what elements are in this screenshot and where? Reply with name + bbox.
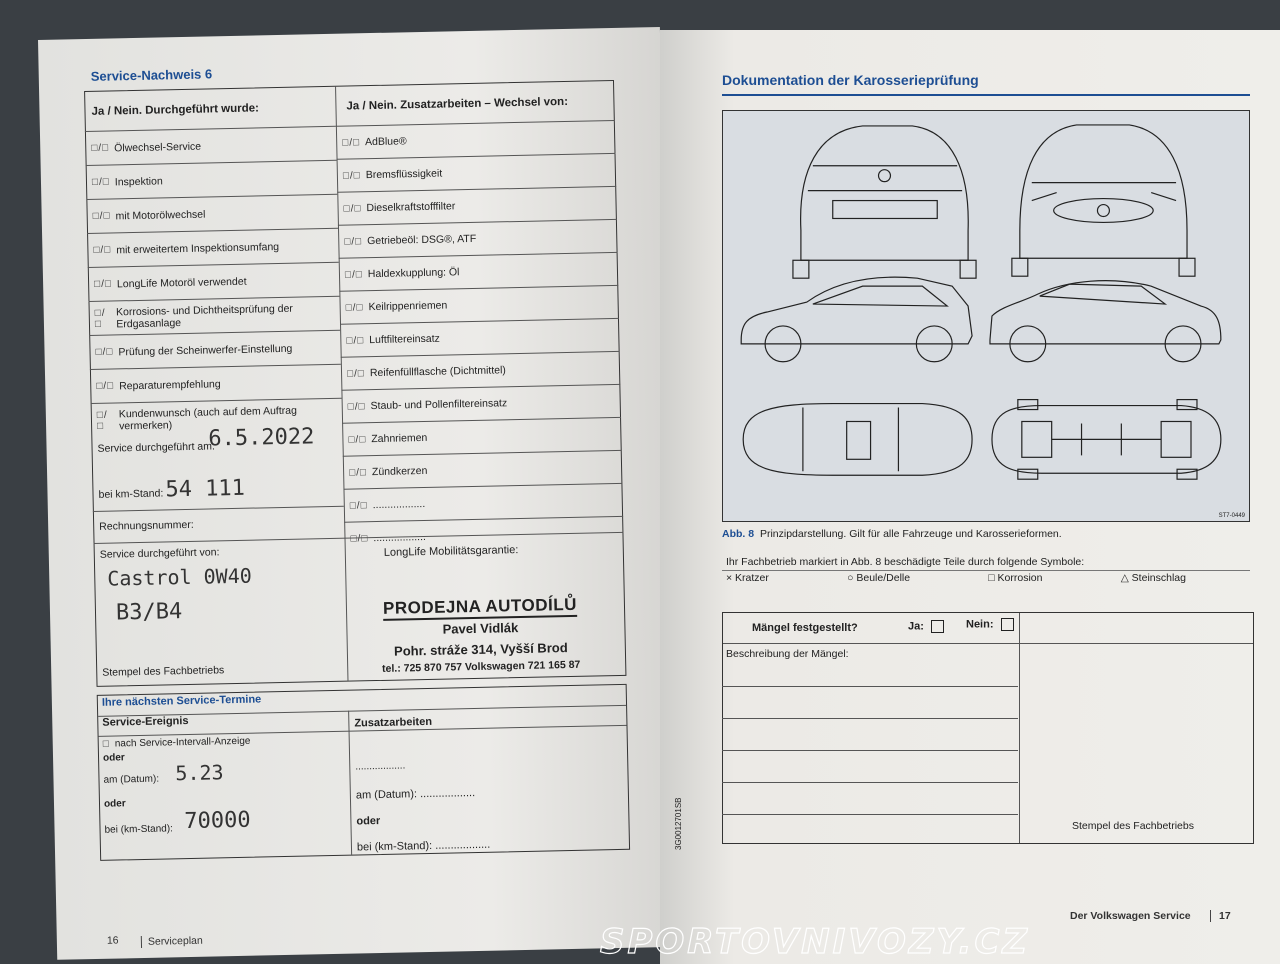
figure-caption: Abb. 8 Prinzipdarstellung. Gilt für alle Fahrzeuge und Karosserieformen. (722, 528, 1062, 540)
side-code: 3G0012701SB (674, 797, 683, 850)
col2-item-label: AdBlue® (364, 135, 407, 149)
defects-label: Mängel festgestellt? (752, 622, 858, 634)
col2-item-label: Staub- und Pollenfiltereinsatz (370, 397, 508, 413)
mark-intro: Ihr Fachbetrieb markiert in Abb. 8 beschädigte Teile durch folgende Symbole: (726, 556, 1085, 568)
service-date-value: 6.5.2022 (208, 424, 315, 452)
description-label: Beschreibung der Mängel: (726, 648, 849, 660)
checkbox-icon[interactable]: □/□ (350, 532, 369, 545)
col2-item-label: Getriebeöl: DSG®, ATF (367, 232, 477, 248)
stamp-line3: Pohr. stráže 314, Vyšší Brod (393, 640, 568, 659)
extra-bei-km: bei (km-Stand): .................. (356, 838, 491, 854)
symbol-legend-item: □ Korrosion (988, 572, 1043, 584)
service-by-label: Service durchgeführt von: (99, 546, 220, 561)
checkbox-icon[interactable]: □/□ (91, 142, 110, 154)
col1-item-row[interactable] (87, 228, 339, 267)
oder-3: oder (356, 815, 381, 828)
checkbox-icon[interactable]: □/□ (342, 136, 361, 149)
checkbox-icon[interactable]: □/□ (96, 409, 108, 432)
checkbox-icon[interactable]: □/□ (342, 169, 361, 182)
car-outlines (723, 111, 1249, 521)
col2-item-label: .................. (372, 497, 426, 512)
checkbox-icon[interactable]: □/□ (91, 176, 110, 188)
bei-km-hand: 70000 (184, 807, 251, 835)
invoice-label: Rechnungsnummer: (99, 518, 194, 533)
extra-dots-1: .................. (355, 760, 406, 773)
checkbox-icon[interactable]: □/□ (94, 307, 106, 330)
col2-item-label: Keilrippenriemen (368, 299, 448, 314)
body-check-title: Dokumentation der Karosserieprüfung (722, 72, 979, 88)
car-diagram (722, 110, 1250, 522)
checkbox-icon[interactable]: □/□ (96, 380, 115, 392)
checkbox-icon[interactable]: □/□ (94, 278, 113, 290)
service-by-hand2: B3/B4 (115, 599, 183, 626)
am-datum-hand: 5.23 (175, 760, 224, 786)
checkbox-icon[interactable]: □/□ (349, 466, 368, 479)
next-event-header: Service-Ereignis (102, 714, 189, 729)
checkbox-icon[interactable]: □/□ (343, 202, 362, 215)
col1-header: Ja / Nein. Durchgeführt wurde: (91, 102, 260, 118)
col1-item-label: Kundenwunsch (auch auf dem Auftrag vermerken) (118, 404, 297, 432)
col2-item-label: Zahnriemen (371, 431, 428, 446)
checkbox-icon[interactable]: □/□ (348, 433, 367, 446)
col2-item-label: Dieselkraftstofffilter (366, 200, 456, 215)
col1-item-label: Inspektion (114, 174, 163, 188)
col1-item-row[interactable] (86, 160, 338, 199)
col2-item-label: Bremsflüssigkeit (365, 167, 443, 182)
right-footer-label: Der Volkswagen Service (1070, 910, 1191, 922)
service-record-title: Service-Nachweis 6 (90, 66, 213, 84)
figure-code: ST7-0449 (1218, 513, 1245, 519)
checkbox-icon[interactable]: □/□ (346, 367, 366, 380)
next-item1: □ nach Service-Intervall-Anzeige (102, 735, 251, 750)
km-label: bei km-Stand: (98, 487, 164, 501)
col2-header: Ja / Nein. Zusatzarbeiten – Wechsel von: (346, 95, 569, 113)
left-footer-label: Serviceplan (141, 935, 203, 948)
nein-checkbox[interactable]: Nein: (966, 618, 1014, 631)
left-page-number: 16 (106, 934, 119, 947)
site-watermark: SPORTOVNIVOZY.CZ (600, 922, 1031, 962)
col1-item-label: Korrosions- und Dichtheitsprüfung der Erdgasanlage (115, 302, 293, 330)
left-page (38, 27, 679, 960)
dealer-stamp (350, 594, 612, 675)
checkbox-icon[interactable]: □/□ (349, 499, 368, 512)
symbol-legend-item: ○ Beule/Delle (847, 572, 911, 584)
am-datum-label: am (Datum): (103, 773, 160, 786)
right-page (660, 30, 1280, 964)
defects-table (722, 612, 1254, 844)
col1-item-label: LongLife Motoröl verwendet (116, 275, 247, 290)
col1-item-row[interactable] (90, 364, 342, 403)
symbol-legend-item: △ Steinschlag (1120, 572, 1186, 584)
col1-item-label: mit erweitertem Inspektionsumfang (116, 240, 280, 256)
col1-item-label: Reparaturempfehlung (118, 377, 221, 392)
ja-checkbox[interactable]: Ja: (908, 620, 944, 633)
col2-item-label: .................. (373, 530, 426, 545)
col2-item-label: Zündkerzen (371, 464, 428, 479)
symbol-legend (726, 572, 1246, 584)
checkbox-icon[interactable]: □/□ (346, 334, 365, 347)
stamp-label-right: Stempel des Fachbetriebs (1072, 820, 1194, 832)
extra-am-datum: am (Datum): .................. (355, 787, 476, 802)
checkbox-icon[interactable]: □/□ (93, 244, 112, 256)
stamp-line4: tel.: 725 870 757 Volkswagen 721 165 87 (381, 658, 581, 675)
km-value: 54 111 (165, 475, 246, 503)
col1-item-row[interactable] (88, 296, 340, 335)
stamp-line1: PRODEJNA AUTODÍLŮ (383, 595, 577, 621)
checkbox-icon[interactable]: □/□ (344, 268, 363, 281)
next-service-title: Ihre nächsten Service-Termine (101, 693, 262, 709)
col1-item-label: Ölwechsel-Service (114, 140, 202, 154)
checkbox-icon[interactable]: □/□ (344, 235, 363, 248)
longlife-label: LongLife Mobilitätsgarantie: (383, 544, 519, 559)
service-by-hand1: Castrol 0W40 (107, 563, 253, 591)
stamp-label-left: Stempel des Fachbetriebs (102, 664, 225, 679)
next-extra-header: Zusatzarbeiten (354, 715, 433, 730)
symbol-legend-item: × Kratzer (726, 572, 769, 584)
col1-item-row[interactable] (86, 194, 338, 233)
col2-item-label: Luftfiltereinsatz (369, 332, 440, 347)
right-page-number: 17 (1210, 910, 1231, 922)
checkbox-icon[interactable]: □/□ (95, 346, 114, 358)
bei-km-label: bei (km-Stand): (104, 823, 174, 836)
checkbox-icon[interactable]: □/□ (345, 301, 364, 314)
col1-item-row[interactable] (85, 126, 337, 165)
col1-item-label: Prüfung der Scheinwerfer-Einstellung (118, 342, 293, 358)
oder-2: oder (103, 798, 126, 810)
col1-item-row[interactable] (88, 262, 340, 301)
oder-1: oder (102, 752, 125, 764)
stamp-line2: Pavel Vidlák (442, 620, 519, 637)
col1-item-row[interactable] (89, 330, 341, 369)
checkbox-icon[interactable]: □/□ (92, 210, 111, 222)
col2-item-label: Reifenfüllflasche (Dichtmittel) (369, 364, 506, 380)
col2-item-label: Haldexkupplung: Öl (367, 266, 460, 281)
col1-item-label: mit Motorölwechsel (115, 208, 206, 222)
checkbox-icon[interactable]: □/□ (347, 400, 366, 413)
service-date-label: Service durchgeführt am: (97, 440, 215, 455)
